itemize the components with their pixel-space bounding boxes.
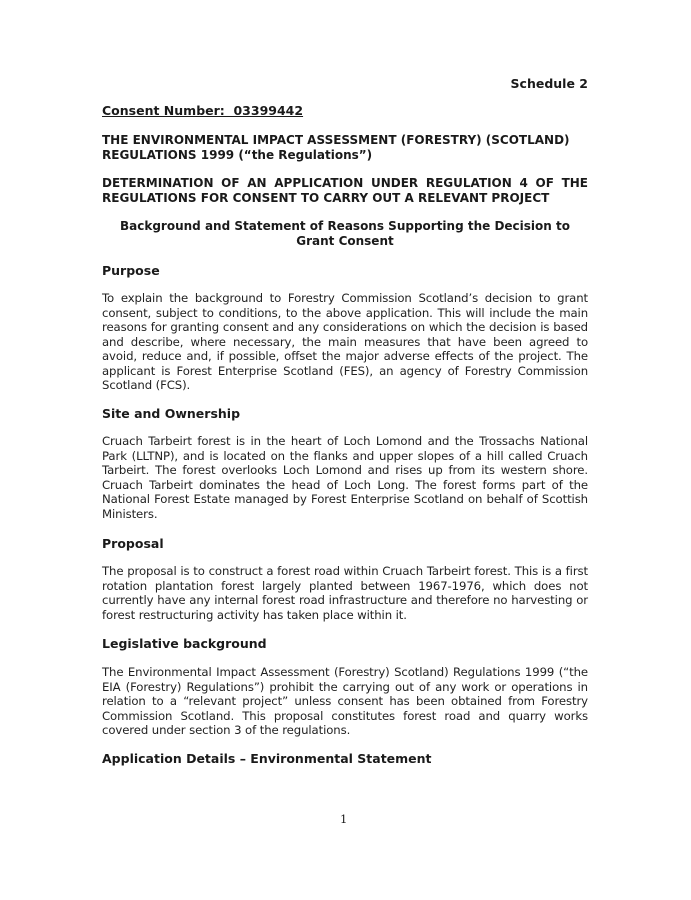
- section-heading-purpose: Purpose: [102, 263, 160, 278]
- section-body-purpose: To explain the background to Forestry Commission Scotland’s decision to grant consent, subject to conditions, to the above application. This will include the main reasons for granting consent and any considerations on which the decision is based and describe, where necessary, the main measures that have been agreed to avoid, reduce and, if possible, offset the major adverse effects of the project. The applicant is Forest Enterprise Scotland (FES), an agency of Forestry Commission Scotland (FCS).: [102, 291, 588, 392]
- consent-number: Consent Number: 03399442: [102, 103, 304, 118]
- determination-title: DETERMINATION OF AN APPLICATION UNDER REGULATION 4 OF THE REGULATIONS FOR CONSENT TO CARRY OUT A RELEVANT PROJECT: [102, 176, 588, 205]
- page-number: 1: [340, 812, 348, 826]
- section-heading-proposal: Proposal: [102, 536, 164, 551]
- section-heading-site-ownership: Site and Ownership: [102, 406, 241, 421]
- background-title: Background and Statement of Reasons Supporting the Decision to Grant Consent: [120, 219, 570, 248]
- section-body-proposal: The proposal is to construct a forest road within Cruach Tarbeirt forest. This is a first rotation plantation forest largely planted between 1967-1976, which does not currently have any internal forest road infrastructure and therefore no harvesting or forest restructuring activity has taken place within it.: [102, 564, 588, 622]
- section-body-legislative: The Environmental Impact Assessment (Forestry) Scotland) Regulations 1999 (“the EIA (Forestry) Regulations”) prohibit the carrying out of any work or operations in relation to a “relevant project” unless consent has been obtained from Forestry Commission Scotland. This proposal constitutes forest road and quarry works covered under section 3 of the regulations.: [102, 665, 588, 737]
- schedule-label: Schedule 2: [510, 76, 588, 91]
- section-heading-application-details: Application Details – Environmental Statement: [102, 751, 432, 766]
- section-heading-legislative: Legislative background: [102, 636, 267, 651]
- regulations-title: THE ENVIRONMENTAL IMPACT ASSESSMENT (FORESTRY) (SCOTLAND) REGULATIONS 1999 (“the Regulations”): [102, 133, 570, 162]
- section-body-site-ownership: Cruach Tarbeirt forest is in the heart of Loch Lomond and the Trossachs National Park (LLTNP), and is located on the flanks and upper slopes of a hill called Cruach Tarbeirt. The forest overlooks Loch Lomond and rises up from its western shore. Cruach Tarbeirt dominates the head of Loch Long. The forest forms part of the National Forest Estate managed by Forest Enterprise Scotland on behalf of Scottish Ministers.: [102, 434, 588, 521]
